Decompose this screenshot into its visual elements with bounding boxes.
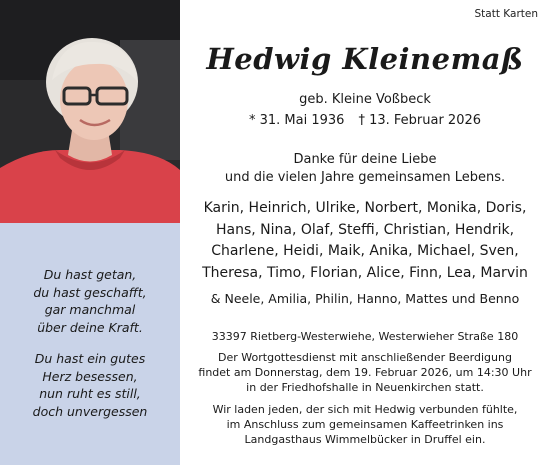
statt-karten-label: Statt Karten: [474, 8, 538, 20]
mourners-line: Theresa, Timo, Florian, Alice, Finn, Lea, Marvin: [202, 264, 528, 281]
birth-name: geb. Kleine Voßbeck: [299, 92, 431, 107]
verse-line: nun ruht es still,: [39, 386, 141, 401]
service-line: Der Wortgottesdienst mit anschließender Beerdigung: [218, 351, 512, 364]
service-line: in der Friedhofshalle in Neuenkirchen statt.: [246, 381, 484, 394]
mourners-line: Karin, Heinrich, Ulrike, Norbert, Monika, Doris,: [203, 200, 527, 216]
mourners-line: Hans, Nina, Olaf, Steffi, Christian, Hendrik,: [215, 221, 515, 238]
thanks-line: Danke für deine Liebe: [293, 152, 437, 167]
mourners-list: [180, 198, 550, 284]
verse-stanza-2: [0, 350, 180, 420]
verse-line: doch unvergessen: [32, 403, 148, 419]
deceased-name: Hedwig Kleinemaß: [206, 42, 524, 76]
verse-line: gar manchmal: [44, 302, 136, 317]
death-date: † 13. Februar 2026: [358, 113, 482, 128]
notice-content: [180, 0, 550, 465]
invitation-line: Wir laden jeden, der sich mit Hedwig verbunden fühlte,: [212, 403, 518, 416]
thanks-line: und die vielen Jahre gemeinsamen Lebens.: [224, 170, 506, 185]
verse-line: du hast geschafft,: [33, 284, 147, 300]
mourners-extra: & Neele, Amilia, Philin, Hanno, Mattes und Benno: [210, 291, 520, 306]
address: 33397 Rietberg-Westerwiehe, Westerwieher Straße 180: [211, 330, 519, 343]
life-dates: [180, 113, 550, 128]
verse-line: Du hast ein gutes: [34, 351, 146, 366]
verse-stanza-1: [0, 266, 180, 336]
verse-line: über deine Kraft.: [37, 319, 143, 335]
left-panel: [0, 0, 180, 465]
thanks-text: [180, 151, 550, 187]
service-line: findet am Donnerstag, dem 19. Februar 2026, um 14:30 Uhr: [198, 366, 532, 379]
mourners-line: Charlene, Heidi, Maik, Anika, Michael, Sven,: [211, 243, 519, 259]
portrait-photo: [0, 0, 180, 223]
verse-line: Du hast getan,: [43, 267, 137, 282]
birth-date: * 31. Mai 1936: [248, 113, 345, 128]
service-info: [180, 350, 550, 395]
invitation: [180, 402, 550, 447]
invitation-line: Landgasthaus Wimmelbücker in Druffel ein.: [244, 433, 486, 446]
verse-line: Herz besessen,: [42, 368, 138, 384]
invitation-line: im Anschluss zum gemeinsamen Kaffeetrinken ins: [226, 418, 504, 431]
